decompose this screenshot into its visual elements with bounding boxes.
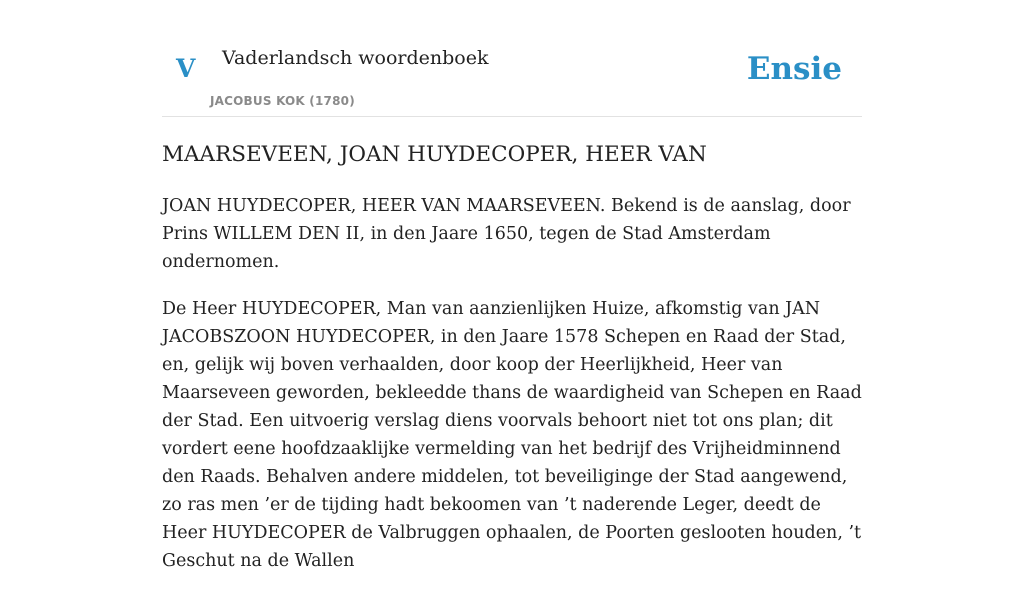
- entry-paragraph: JOAN HUYDECOPER, HEER VAN MAARSEVEEN. Bekend is de aanslag, door Prins WILLEM DEN II, in den Jaare 1650, tegen de Stad Amsterdam ondernomen.: [162, 196, 851, 272]
- ensie-logo-link[interactable]: Ensie: [746, 51, 842, 87]
- entry-body: [162, 192, 862, 594]
- entry-title: MAARSEVEEN, JOAN HUYDECOPER, HEER VAN: [162, 142, 707, 167]
- book-author: JACOBUS KOK (1780): [210, 94, 355, 108]
- entry-paragraph: De Heer HUYDECOPER, Man van aanzienlijken Huize, afkomstig van JAN JACOBSZOON HUYDECOPER, in den Jaare 1578 Schepen en Raad der Stad, en, gelijk wij boven verhaalden, door koop der Heerlijkheid, Heer van Maarseveen geworden, bekleedde thans de waardigheid van Schepen en Raad der Stad. Een uitvoerig verslag diens voorvals behoort niet tot ons plan; dit vordert eene hoofdzaaklijke vermelding van het bedrijf des Vrijheidminnend den Raads. Behalven andere middelen, tot beveiliginge der Stad aangewend, zo ras men ’er de tijding hadt bekoomen van ’t naderende Leger, deedt de Heer HUYDECOPER de Valbruggen ophaalen, de Poorten geslooten houden, ’t Geschut na de Wallen: [162, 299, 862, 571]
- book-letter-badge[interactable]: V: [176, 54, 196, 83]
- page: [162, 0, 862, 571]
- page-header: [162, 0, 862, 117]
- book-title-link[interactable]: Vaderlandsch woordenboek: [222, 47, 489, 69]
